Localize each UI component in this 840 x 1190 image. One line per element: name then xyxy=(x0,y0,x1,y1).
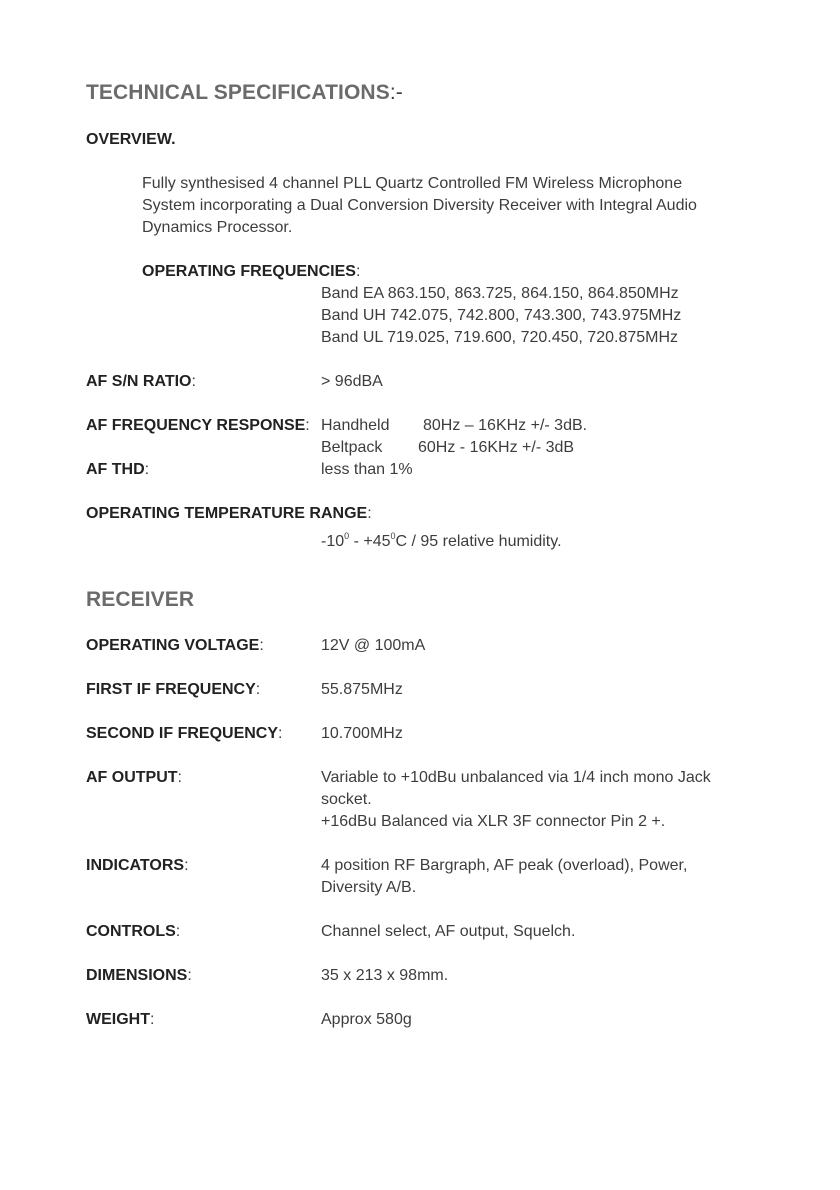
af-thd-label: AF THD: xyxy=(86,461,150,478)
second-if-value: 10.700MHz xyxy=(321,725,403,742)
af-output-line: Variable to +10dBu unbalanced via 1/4 inch mono Jack xyxy=(321,769,711,786)
frequency-band: Band UH 742.075, 742.800, 743.300, 743.975MHz xyxy=(321,307,682,324)
receiver-heading: RECEIVER xyxy=(86,588,195,611)
temperature-value: $-10^0 - +45^0C / 95$ relative humidity. xyxy=(321,531,562,550)
indicators-line: Diversity A/B. xyxy=(321,879,417,896)
af-output-label: AF OUTPUT: xyxy=(86,769,182,786)
operating-voltage-value: 12V @ 100mA xyxy=(321,637,426,654)
af-output-line: socket. xyxy=(321,791,372,808)
overview-line: Dynamics Processor. xyxy=(142,219,293,236)
overview-line: System incorporating a Dual Conversion Diversity Receiver with Integral Audio xyxy=(142,197,697,214)
first-if-label: FIRST IF FREQUENCY: xyxy=(86,681,261,698)
frequency-band: Band EA 863.150, 863.725, 864.150, 864.850MHz xyxy=(321,285,679,302)
indicators-line: 4 position RF Bargraph, AF peak (overload), Power, xyxy=(321,857,688,874)
dimensions-value: 35 x 213 x 98mm. xyxy=(321,967,449,984)
operating-frequencies-label: OPERATING FREQUENCIES: xyxy=(142,263,361,280)
weight-value: Approx 580g xyxy=(321,1011,412,1028)
af-frequency-response-label: AF FREQUENCY RESPONSE: xyxy=(86,417,310,434)
overview-heading: OVERVIEW. xyxy=(86,131,176,148)
response-handheld-range: 80Hz – 16KHz +/- 3dB. xyxy=(423,417,588,434)
af-sn-label: AF S/N RATIO: xyxy=(86,373,196,390)
page-title: TECHNICAL SPECIFICATIONS:- xyxy=(86,81,403,104)
frequency-band: Band UL 719.025, 719.600, 720.450, 720.875MHz xyxy=(321,329,679,346)
weight-label: WEIGHT: xyxy=(86,1011,155,1028)
controls-label: CONTROLS: xyxy=(86,923,181,940)
response-beltpack-name: Beltpack xyxy=(321,439,383,456)
af-thd-value: less than 1% xyxy=(321,461,413,478)
controls-value: Channel select, AF output, Squelch. xyxy=(321,923,576,940)
response-handheld-name: Handheld xyxy=(321,417,390,434)
overview-line: Fully synthesised 4 channel PLL Quartz Controlled FM Wireless Microphone xyxy=(142,175,683,192)
first-if-value: 55.875MHz xyxy=(321,681,403,698)
response-beltpack-range: 60Hz - 16KHz +/- 3dB xyxy=(418,439,575,456)
second-if-label: SECOND IF FREQUENCY: xyxy=(86,725,283,742)
dimensions-label: DIMENSIONS: xyxy=(86,967,192,984)
temperature-label: OPERATING TEMPERATURE RANGE: xyxy=(86,505,372,522)
operating-voltage-label: OPERATING VOLTAGE: xyxy=(86,637,264,654)
af-output-line: +16dBu Balanced via XLR 3F connector Pin 2 +. xyxy=(321,813,666,830)
indicators-label: INDICATORS: xyxy=(86,857,189,874)
af-sn-value: > 96dBA xyxy=(321,373,383,390)
